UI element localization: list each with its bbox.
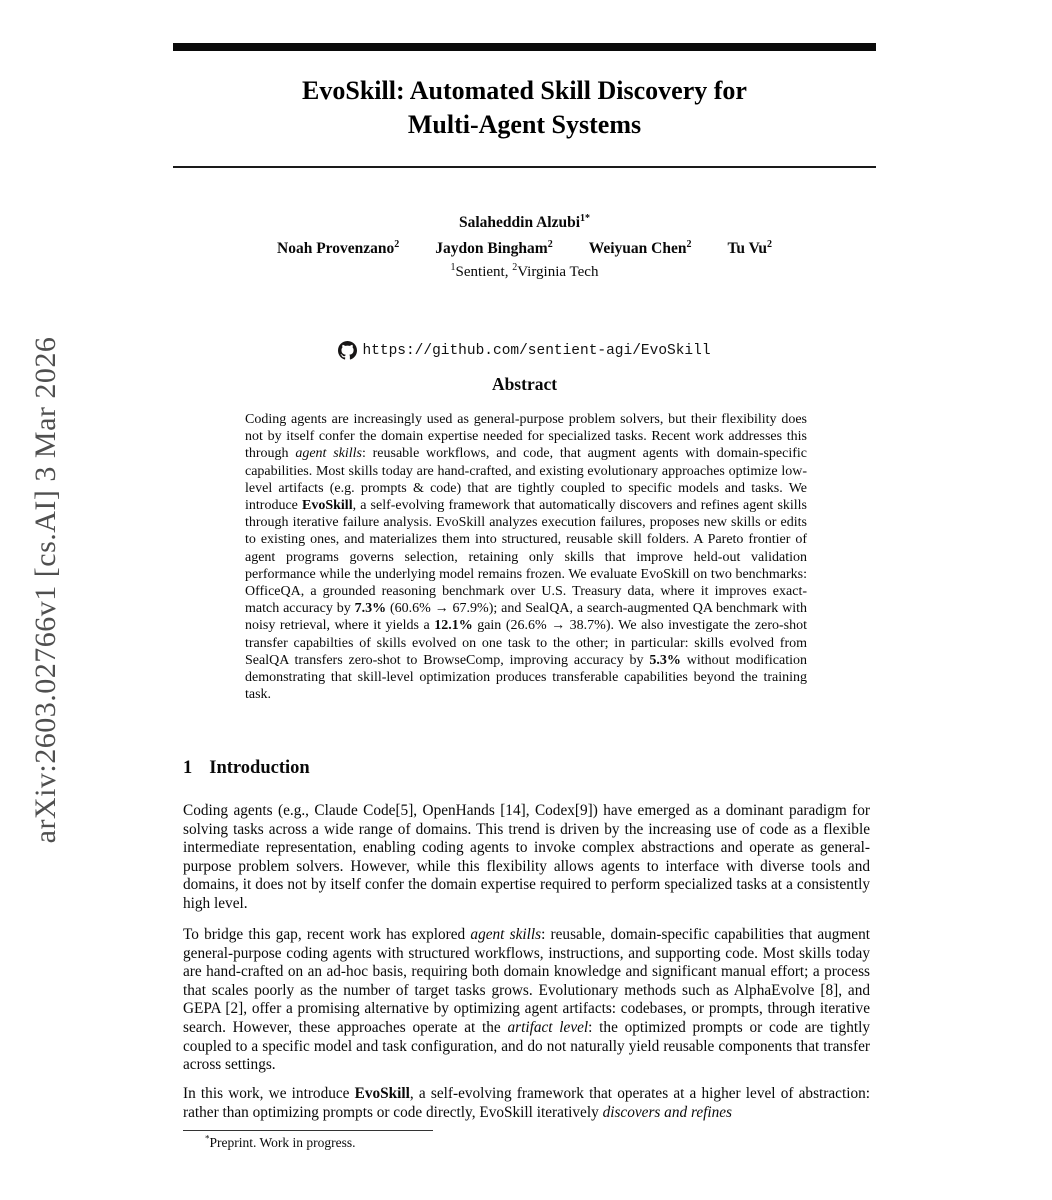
affiliation-superscript: 2 xyxy=(512,262,518,273)
intro-paragraph-1: Coding agents (e.g., Claude Code[5], OpenHands [14], Codex[9]) have emerged as a dominant paradigm for solving tasks across a wide range of domains. This trend is driven by the increasing use of code as a flexible intermediate representation, enabling coding agents to invoke complex abstractions and operate as general-purpose problem solvers. However, while this flexibility allows agents to interface with diverse tools and domains, it does not by itself confer the domain expertise required to perform specialized tasks at a consistently high level. xyxy=(183,802,870,912)
author-superscript: 2 xyxy=(547,238,553,250)
section-number: 1 xyxy=(183,758,193,778)
author-name: Noah Provenzano$^2$ xyxy=(277,238,400,257)
author-name: Weiyuan Chen$^2$ xyxy=(588,238,692,257)
author-superscript: 2 xyxy=(686,238,692,250)
page-title xyxy=(173,74,876,142)
author-name: Jaydon Bingham$^2$ xyxy=(435,238,553,257)
abstract-text: Coding agents are increasingly used as general-purpose problem solvers, but their flexibility does not by itself confer the domain expertise needed for specialized tasks. Recent work addresses this through agent skills: reusable workflows, and code, that augment agents with domain-specific capabilities. Most skills today are hand-crafted, and existing evolutionary approaches optimize low-level artifacts (e.g. prompts & code) that are tightly coupled to specific models and tasks. We introduce EvoSkill, a self-evolving framework that automatically discovers and refines agent skills through iterative failure analysis. EvoSkill analyzes execution failures, proposes new skills or edits to existing ones, and materializes them into structured, reusable skill folders. A Pareto frontier of agent programs governs selection, retaining only skills that improve held-out validation performance while the underlying model remains frozen. We evaluate EvoSkill on two benchmarks: OfficeQA, a grounded reasoning benchmark over U.S. Treasury data, where it improves exact-match accuracy by 7.3% (60.6% → 67.9%); and SealQA, a search-augmented QA benchmark with noisy retrieval, where it yields a 12.1% gain (26.6% → 38.7%). We also investigate the zero-shot transfer capabilties of skills evolved on one task to the other; in particular: skills evolved from SealQA transfers zero-shot to BrowseComp, improving accuracy by 5.3% without modification demonstrating that skill-level optimization produces transferable capabilities beyond the training task. xyxy=(245,412,808,703)
github-link-row xyxy=(173,341,876,360)
github-icon xyxy=(338,341,357,360)
author-row-primary xyxy=(173,214,876,232)
top-rule-bar xyxy=(173,43,876,51)
affiliations: $^1$Sentient, $^2$Virginia Tech xyxy=(450,262,599,280)
footnote-divider xyxy=(183,1130,433,1131)
section-heading-introduction xyxy=(183,758,310,779)
author-superscript: 2 xyxy=(394,238,400,250)
title-line-1: EvoSkill: Automated Skill Discovery for xyxy=(302,76,747,105)
footnote: *Preprint. Work in progress. xyxy=(205,1133,356,1150)
abstract-heading: Abstract xyxy=(491,374,558,394)
section-title: Introduction xyxy=(209,758,310,778)
title-divider xyxy=(173,166,876,168)
github-repo-link[interactable]: https://github.com/sentient-agi/EvoSkill xyxy=(362,342,711,359)
title-line-2: Multi-Agent Systems xyxy=(407,110,642,139)
intro-paragraph-3: In this work, we introduce EvoSkill, a self-evolving framework that operates at a higher level of abstraction: rather than optimizing prompts or code directly, EvoSkill iteratively discovers and refines xyxy=(183,1085,870,1121)
author-name: Salaheddin Alzubi$^{1*}$ xyxy=(458,212,591,231)
author-row-secondary xyxy=(173,240,876,258)
author-superscript: 2 xyxy=(766,238,772,250)
intro-paragraph-2: To bridge this gap, recent work has explored agent skills: reusable, domain-specific capabilities that augment general-purpose coding agents with structured workflows, instructions, and supporting code. Most skills today are hand-crafted on an ad-hoc basis, requiring both domain knowledge and significant manual effort; a process that scales poorly as the number of target tasks grows. Evolutionary methods such as AlphaEvolve [8], and GEPA [2], offer a promising alternative by optimizing agent artifacts: codebases, or prompts, through iterative search. However, these approaches operate at the artifact level: the optimized prompts or code are tightly coupled to a specific model and task configuration, and do not naturally yield reusable components that transfer across settings. xyxy=(183,926,870,1074)
arxiv-stamp: arXiv:2603.02766v1 [cs.AI] 3 Mar 2026 xyxy=(29,336,62,844)
author-name: Tu Vu$^2$ xyxy=(727,238,772,257)
author-superscript: 1* xyxy=(580,212,591,224)
footnote-marker: * xyxy=(205,1133,210,1144)
affiliation-superscript: 1 xyxy=(450,262,456,273)
